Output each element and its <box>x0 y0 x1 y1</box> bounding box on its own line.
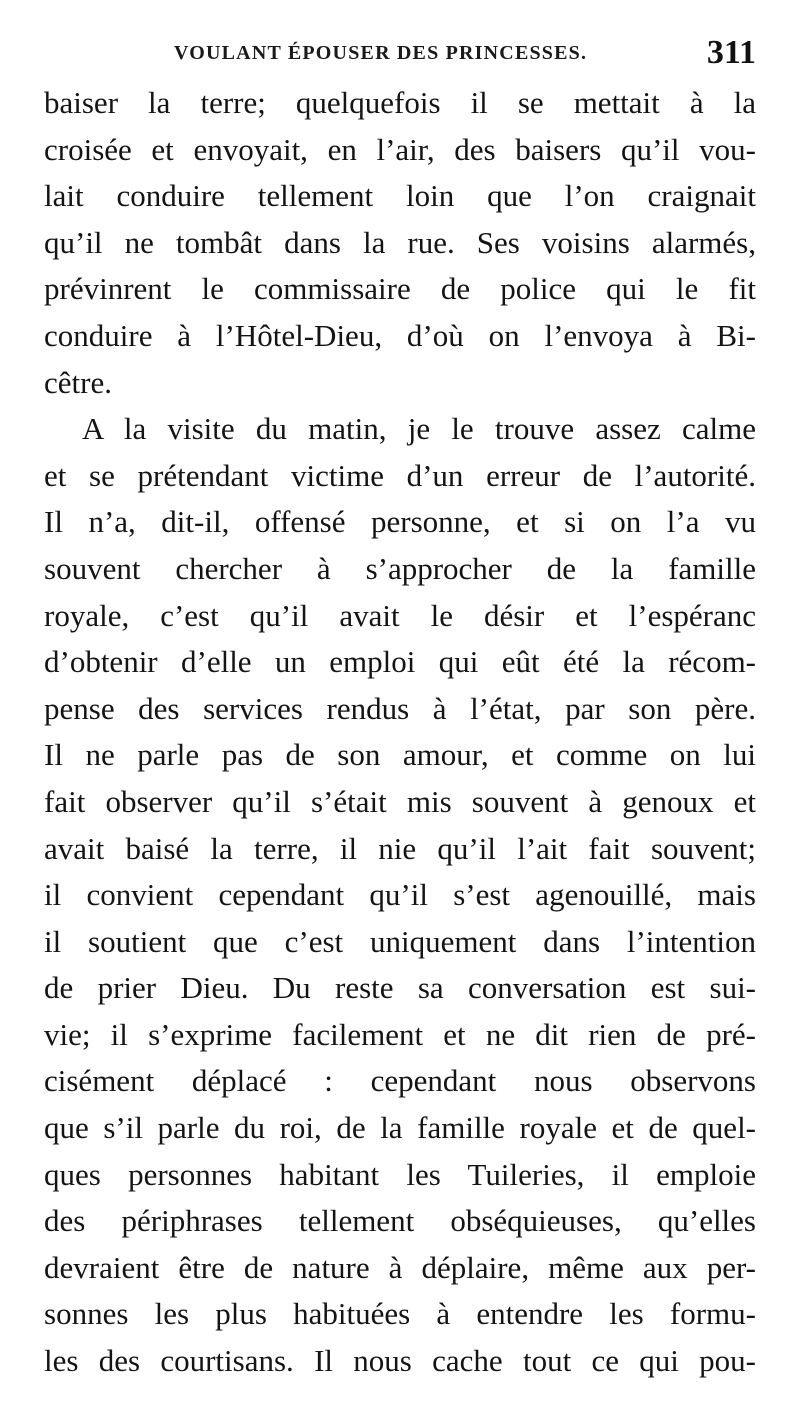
text-line: fait observer qu’il s’était mis souvent à genoux et <box>44 783 756 819</box>
text-line: sonnes les plus habituées à entendre les formu- <box>44 1296 756 1332</box>
text-line: Il ne parle pas de son amour, et comme on lui <box>44 737 756 773</box>
text-line: ques personnes habitant les Tuileries, il emploie <box>44 1156 756 1192</box>
text-line: lait conduire tellement loin que l’on craignait <box>44 178 756 214</box>
text-line: royale, c’est qu’il avait le désir et l’espéranc <box>44 597 756 633</box>
text-line: il convient cependant qu’il s’est agenouillé, mais <box>44 877 756 913</box>
text-line: pense des services rendus à l’état, par son père. <box>44 690 756 726</box>
text-line: avait baisé la terre, il nie qu’il l’ait fait souvent; <box>44 830 756 866</box>
text-line: souvent chercher à s’approcher de la famille <box>44 550 756 586</box>
text-line: de prier Dieu. Du reste sa conversation est sui- <box>44 970 756 1006</box>
text-line: A la visite du matin, je le trouve assez calme <box>82 411 756 447</box>
running-title: VOULANT ÉPOUSER DES PRINCESSES. <box>174 42 588 64</box>
running-head <box>44 30 756 70</box>
text-line: des périphrases tellement obséquieuses, qu’elles <box>44 1203 756 1239</box>
text-line: croisée et envoyait, en l’air, des baisers qu’il vou- <box>44 131 756 167</box>
text-line: d’obtenir d’elle un emploi qui eût été la récom- <box>44 644 756 680</box>
text-line: devraient être de nature à déplaire, même aux per- <box>44 1249 756 1285</box>
text-line: prévinrent le commissaire de police qui le fit <box>44 271 756 307</box>
text-line: baiser la terre; quelquefois il se mettait à la <box>44 85 756 120</box>
text-line: et se prétendant victime d’un erreur de l’autorité. <box>44 457 756 493</box>
text-line: que s’il parle du roi, de la famille royale et de quel- <box>44 1110 756 1146</box>
text-line: qu’il ne tombât dans la rue. Ses voisins alarmés, <box>44 224 756 260</box>
text-line: vie; il s’exprime facilement et ne dit rien de pré- <box>44 1016 756 1052</box>
text-line: cêtre. <box>44 364 112 400</box>
body-text <box>44 80 756 1385</box>
text-line: Il n’a, dit-il, offensé personne, et si on l’a vu <box>44 504 756 540</box>
text-line: conduire à l’Hôtel-Dieu, d’où on l’envoya à Bi- <box>44 317 756 353</box>
text-line: cisément déplacé : cependant nous observons <box>44 1063 756 1099</box>
text-line: il soutient que c’est uniquement dans l’intention <box>44 923 756 959</box>
page-number: 311 <box>706 34 756 71</box>
text-line: les des courtisans. Il nous cache tout ce qui pou- <box>44 1343 756 1379</box>
